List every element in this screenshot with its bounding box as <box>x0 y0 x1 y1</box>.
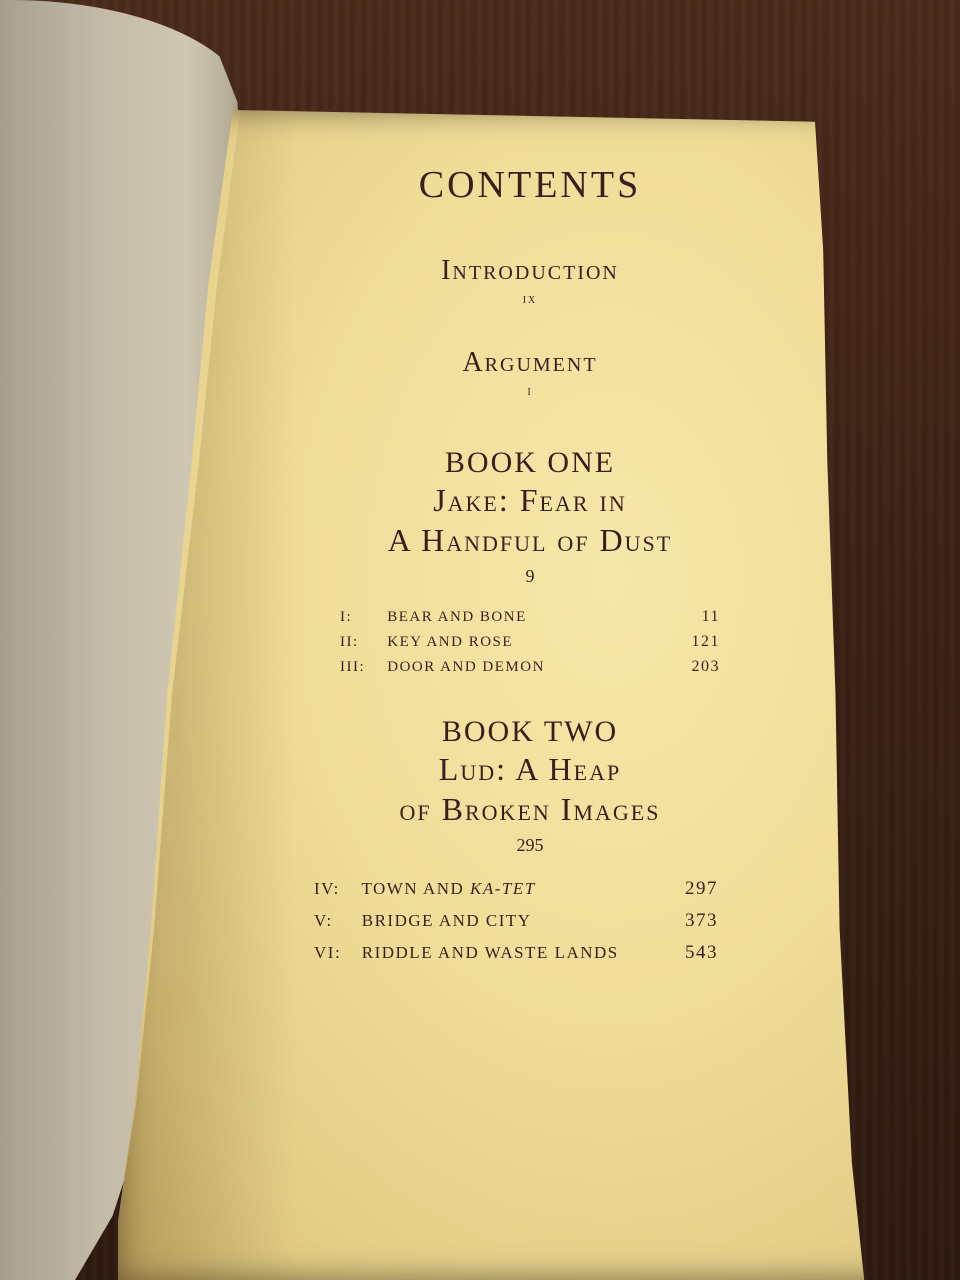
chapter-name <box>361 879 535 898</box>
chapter-page: 121 <box>691 633 720 650</box>
chapter-label <box>340 605 527 630</box>
argument-page: i <box>527 384 533 399</box>
chapter-page: 11 <box>701 608 720 625</box>
book-one-title-line1: Jake: Fear in <box>433 482 627 518</box>
argument-heading: Argument <box>462 347 598 378</box>
book-one-chapter-list <box>300 604 760 679</box>
chapter-number: VI: <box>314 943 342 962</box>
chapter-number: I: <box>340 609 353 625</box>
chapter-page: 543 <box>685 942 718 963</box>
chapter-label <box>340 655 545 680</box>
book-one-page: 9 <box>525 566 535 586</box>
book-one-label: BOOK ONE <box>444 446 616 479</box>
chapter-page: 297 <box>685 878 718 899</box>
book-two-title-line1: Lud: A Heap <box>438 751 622 787</box>
chapter-name: DOOR AND DEMON <box>387 659 545 675</box>
introduction-heading: Introduction <box>441 255 619 286</box>
chapter-row <box>314 937 718 969</box>
chapter-row <box>314 873 718 905</box>
book-two-chapter-list <box>300 873 760 969</box>
chapter-row <box>314 905 718 937</box>
chapter-number: IV: <box>314 879 340 898</box>
chapter-number: III: <box>340 659 366 675</box>
book-two-label: BOOK TWO <box>441 715 619 748</box>
chapter-name: BEAR AND BONE <box>387 609 527 625</box>
chapter-label <box>314 937 619 969</box>
chapter-row <box>340 604 720 629</box>
chapter-name: BRIDGE AND CITY <box>361 911 532 930</box>
introduction-page: ix <box>522 292 538 307</box>
chapter-page: 373 <box>685 910 718 931</box>
chapter-row <box>340 629 720 654</box>
chapter-label <box>314 905 532 937</box>
book-one-title-line2: A Handful of Dust <box>387 522 673 558</box>
chapter-number: V: <box>314 911 333 930</box>
chapter-label <box>340 630 513 655</box>
chapter-row <box>340 654 720 679</box>
chapter-name: KEY AND ROSE <box>387 634 514 650</box>
chapter-name-text: TOWN AND <box>361 879 471 898</box>
chapter-name-italic: KA-TET <box>470 879 536 898</box>
chapter-label <box>314 873 536 905</box>
book-two-page: 295 <box>516 835 544 855</box>
chapter-name: RIDDLE AND WASTE LANDS <box>361 943 619 962</box>
table-of-contents <box>300 160 760 969</box>
chapter-page: 203 <box>691 658 720 675</box>
chapter-number: II: <box>340 634 359 650</box>
contents-title: CONTENTS <box>418 164 642 206</box>
book-two-title-line2: of Broken Images <box>399 791 661 827</box>
